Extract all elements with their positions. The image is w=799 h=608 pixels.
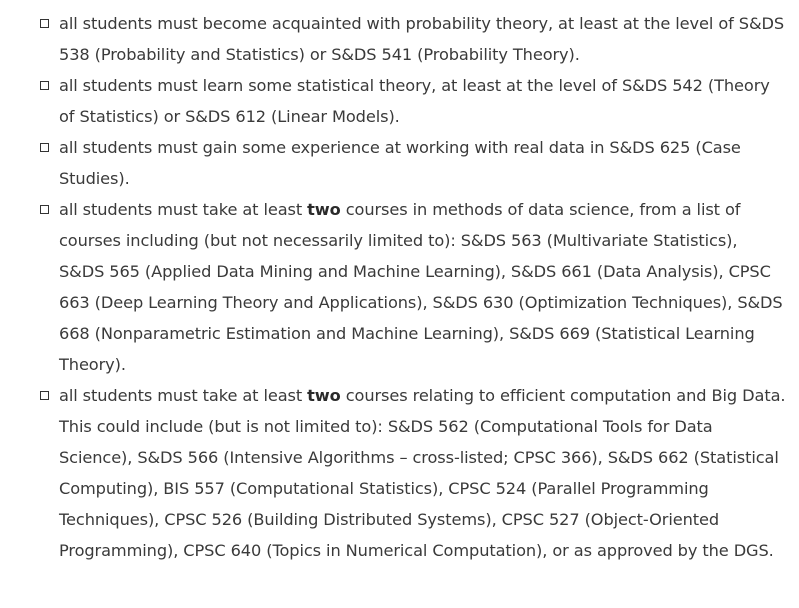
- requirement-item: [0, 70, 799, 132]
- requirement-text-segment: courses in methods of data science, from a list of courses including (but not necessarily limited to): S&DS 563 (Multivariate Statistics), S&DS 565 (Applied Data Mining and Machine Learning), S&DS 661 (Data Analysis), CPSC 663 (Deep Learning Theory and Applications), S&DS 630 (Optimization Techniques), S&DS 668 (Nonparametric Estimation and Machine Learning), S&DS 669 (Statistical Learning Theory).: [59, 200, 783, 374]
- checkbox-square-icon: [40, 19, 49, 28]
- emphasis-two: two: [307, 200, 341, 219]
- requirement-item: [0, 8, 799, 70]
- requirement-text-segment: courses relating to efficient computation and Big Data. This could include (but is not limited to): S&DS 562 (Computational Tools for Data Science), S&DS 566 (Intensive Algorithms – cross-listed; CPSC 366), S&DS 662 (Statistical Computing), BIS 557 (Computational Statistics), CPSC 524 (Parallel Programming Techniques), CPSC 526 (Building Distributed Systems), CPSC 527 (Object-Oriented Programming), CPSC 640 (Topics in Numerical Computation), or as approved by the DGS.: [59, 386, 786, 560]
- requirement-text-segment: all students must take at least: [59, 200, 308, 219]
- requirement-text-segment: all students must take at least: [59, 386, 308, 405]
- requirement-text: [59, 14, 784, 64]
- emphasis-two: two: [307, 386, 341, 405]
- requirement-text: [59, 76, 770, 126]
- checkbox-square-icon: [40, 391, 49, 400]
- requirement-text-segment: all students must learn some statistical theory, at least at the level of S&DS 542 (Theory of Statistics) or S&DS 612 (Linear Models).: [59, 76, 770, 126]
- checkbox-square-icon: [40, 143, 49, 152]
- requirements-list: [0, 8, 799, 566]
- requirement-text: [59, 200, 783, 374]
- requirement-item: [0, 194, 799, 380]
- requirement-text: [59, 138, 741, 188]
- checkbox-square-icon: [40, 81, 49, 90]
- checkbox-square-icon: [40, 205, 49, 214]
- requirement-item: [0, 380, 799, 566]
- requirement-text-segment: all students must become acquainted with probability theory, at least at the level of S&DS 538 (Probability and Statistics) or S&DS 541 (Probability Theory).: [59, 14, 785, 64]
- requirement-text: [59, 386, 785, 560]
- requirement-item: [0, 132, 799, 194]
- requirement-text-segment: all students must gain some experience at working with real data in S&DS 625 (Case Studies).: [59, 138, 741, 188]
